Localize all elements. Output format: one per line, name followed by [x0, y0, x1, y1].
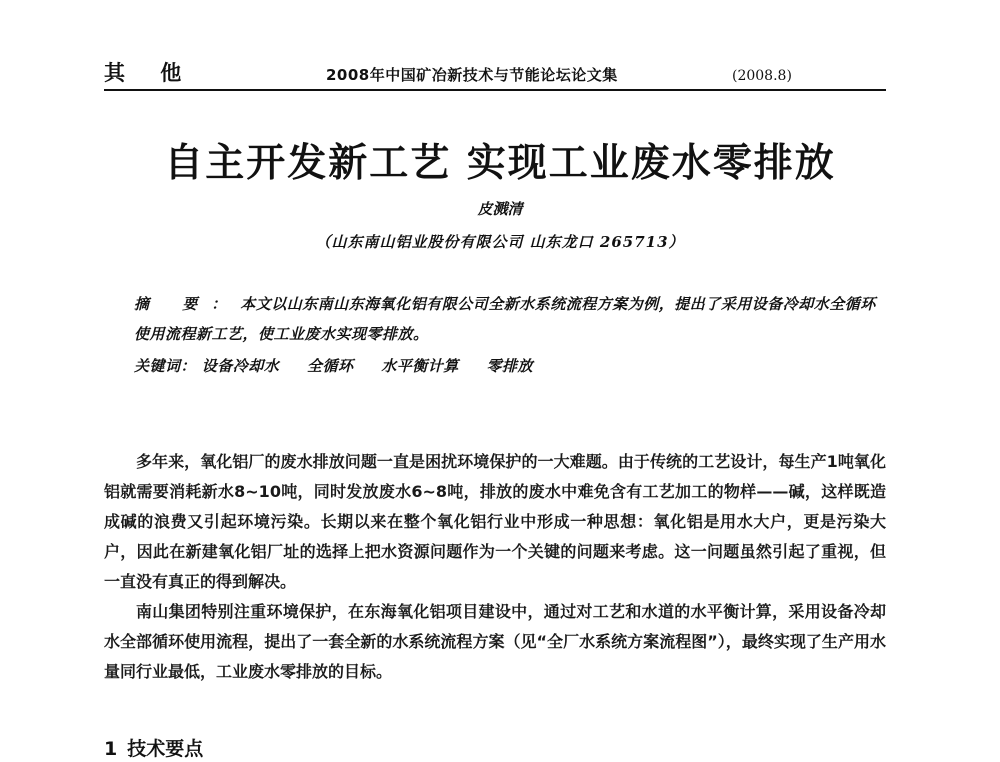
conference-date: (2008.8) [732, 68, 792, 84]
keyword: 设备冷却水 [201, 357, 280, 375]
conference-title: 2008年中国矿冶新技术与节能论坛论文集 [326, 66, 618, 84]
section-number: 1 [104, 738, 118, 760]
section-title: 技术要点 [127, 738, 204, 760]
section-heading [104, 736, 203, 762]
header-rule [104, 89, 886, 91]
paper-title: 自主开发新工艺 实现工业废水零排放 [164, 140, 836, 186]
running-header [104, 60, 886, 92]
body-paragraph: 多年来，氧化铝厂的废水排放问题一直是困扰环境保护的一大难题。由于传统的工艺设计，每生产1吨氧化铝就需要消耗新水8~10吨，同时发放废水6~8吨，排放的废水中难免含有工艺加工的物样——碱，这样既造成碱的浪费又引起环境污染。长期以来在整个氧化铝行业中形成一种思想：氧化铝是用水大户，更是污染大户，因此在新建氧化铝厂址的选择上把水资源问题作为一个关键的问题来考虑。这一问题虽然引起了重视，但一直没有真正的得到解决。 [104, 452, 886, 591]
keyword: 全循环 [307, 357, 354, 375]
body-text [104, 447, 886, 687]
body-paragraph: 南山集团特别注重环境保护，在东海氧化铝项目建设中，通过对工艺和水道的水平衡计算，采用设备冷却水全部循环使用流程，提出了一套全新的水系统流程方案（见“全厂水系统方案流程图”），最终实现了生产用水量同行业最低，工业废水零排放的目标。 [104, 602, 886, 681]
author: 皮溅清 [477, 200, 523, 218]
abstract [134, 289, 889, 349]
abstract-label: 摘 要： [134, 295, 241, 313]
keyword: 水平衡计算 [381, 357, 459, 375]
affiliation: （山东南山铝业股份有限公司 山东龙口 265713） [315, 233, 685, 251]
section-label: 其 他 [104, 61, 196, 85]
keyword: 零排放 [486, 357, 534, 375]
keywords [134, 352, 889, 380]
keywords-label: 关键词： [134, 357, 197, 375]
abstract-text: 本文以山东南山东海氧化铝有限公司全新水系统流程方案为例，提出了采用设备冷却水全循环使用流程新工艺，使工业废水实现零排放。 [134, 295, 876, 343]
